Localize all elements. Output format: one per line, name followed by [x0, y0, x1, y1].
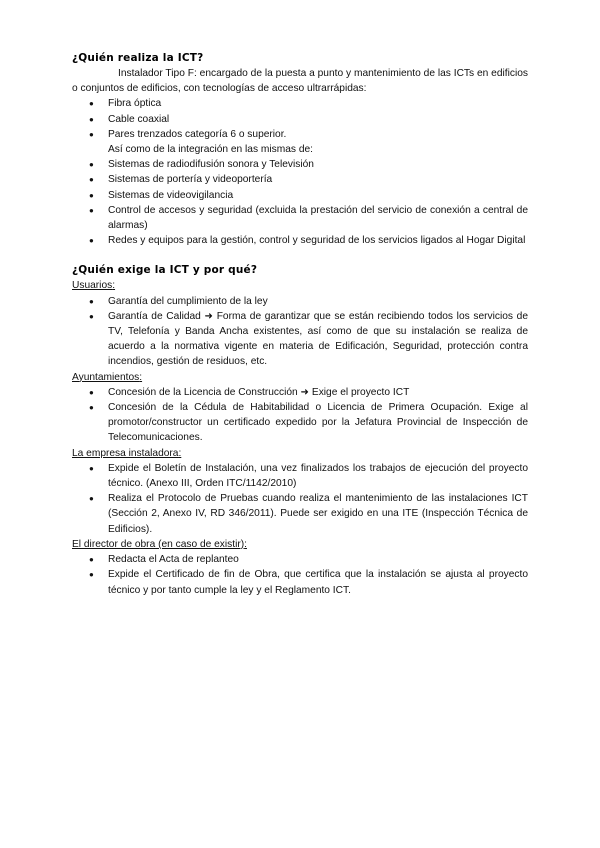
group-heading-usuarios: Usuarios: [72, 280, 116, 292]
bullet-icon: ● [89, 236, 94, 246]
systems-list [72, 157, 528, 248]
bullet-icon: ● [89, 403, 94, 413]
bullet-icon: ● [89, 205, 94, 215]
ayuntamientos-list [72, 385, 528, 446]
bullet-icon: ● [89, 570, 94, 580]
list-item: ● Pares trenzados categoría 6 o superior. [72, 127, 528, 142]
director-obra-list [72, 552, 528, 598]
list-item: ● Control de accesos y seguridad (excluida la prestación del servicio de conexión a central de alarmas) [89, 204, 528, 232]
list-item: ● Sistemas de videovigilancia [72, 188, 528, 203]
bullet-icon: ● [89, 175, 94, 185]
empresa-instaladora-list [72, 461, 528, 537]
usuarios-list [72, 294, 528, 370]
bullet-icon: ● [89, 494, 94, 504]
list-item: ● Expide el Boletín de Instalación, una vez finalizados los trabajos de ejecución del proyecto técnico. (Anexo III, Orden ITC/1142/2010) [89, 462, 528, 490]
bullet-icon: ● [89, 99, 94, 109]
group-heading-empresa-instaladora: La empresa instaladora: [72, 447, 182, 459]
group-heading-ayuntamientos: Ayuntamientos: [72, 371, 143, 383]
list-item: ● Redes y equipos para la gestión, control y seguridad de los servicios ligados al Hogar Digital [72, 233, 528, 248]
bullet-icon: ● [89, 190, 94, 200]
group-heading-director-obra: El director de obra (en caso de existir): [72, 538, 247, 550]
bullet-icon: ● [89, 160, 94, 170]
technology-list [72, 96, 528, 142]
list-item: ● Redacta el Acta de replanteo [72, 552, 528, 567]
list-item: ● Expide el Certificado de fin de Obra, que certifica que la instalación se ajusta al proyecto técnico y por tanto cumple la ley y el Reglamento ICT. [89, 569, 528, 596]
document-page [72, 50, 528, 598]
bullet-icon: ● [89, 555, 94, 565]
integration-note: Así como de la integración en las mismas de: [108, 144, 313, 156]
bullet-icon: ● [89, 387, 94, 397]
list-item: ● Garantía del cumplimiento de la ley [72, 294, 528, 309]
list-item: ● Concesión de la Cédula de Habitabilidad o Licencia de Primera Ocupación. Exige al promotor/constructor un certificado expedido por la Jefatura Provincial de Inspección de Telecomunicaciones. [89, 402, 528, 444]
section-title-who-requires: ¿Quién exige la ICT y por qué? [72, 264, 258, 277]
intro-paragraph: Instalador Tipo F: encargado de la puesta a punto y mantenimiento de las ICTs en edificios o conjuntos de edificios, con tecnologías de acceso ultrarrápidas: [72, 68, 528, 95]
bullet-icon: ● [89, 311, 94, 321]
list-item: ● Realiza el Protocolo de Pruebas cuando realiza el mantenimiento de las instalaciones ICT (Sección 2, Anexo IV, RD 346/2011). Puede ser exigido en una ITE (Inspección Técnica de Edificios). [89, 493, 528, 535]
section-title-who-performs: ¿Quién realiza la ICT? [72, 52, 204, 64]
list-item: ● Garantía de Calidad ➜ Forma de garantizar que se están recibiendo todos los servicios de TV, Telefonía y Banda Ancha existentes, así como de que su instalación se realiza de acuerdo a la normativa vigente en materia de Edificación, Seguridad, protección contra incendios, gestión de residuos, etc. [89, 310, 528, 368]
list-item: ● Cable coaxial [72, 112, 528, 127]
bullet-icon: ● [89, 296, 94, 306]
list-item: ● Sistemas de radiodifusión sonora y Televisión [72, 157, 528, 172]
list-item: ● Fibra óptica [72, 96, 528, 111]
bullet-icon: ● [89, 129, 94, 139]
list-item: ● Concesión de la Licencia de Construcción ➜ Exige el proyecto ICT [72, 385, 528, 400]
list-item: ● Sistemas de portería y videoportería [72, 172, 528, 187]
bullet-icon: ● [89, 114, 94, 124]
bullet-icon: ● [89, 463, 94, 473]
